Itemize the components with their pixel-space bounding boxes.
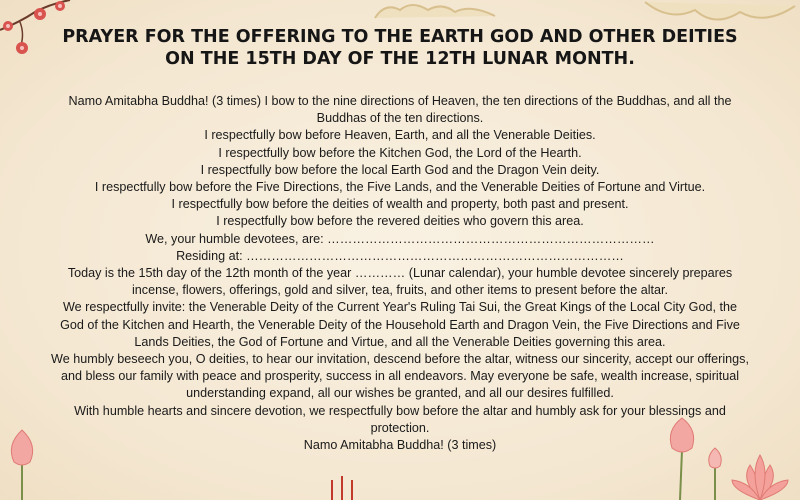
prayer-line: I respectfully bow before the revered deities who govern this area. [216, 214, 584, 229]
incense-sticks-icon [322, 476, 362, 500]
prayer-line: I respectfully bow before Heaven, Earth, and all the Venerable Deities. [204, 128, 596, 143]
cloud-ornament-icon [370, 0, 500, 20]
devotee-name-line: We, your humble devotees, are: …………………………………………………………………… [145, 231, 655, 246]
prayer-line: Namo Amitabha Buddha! (3 times) [303, 438, 497, 453]
prayer-line: Namo Amitabha Buddha! (3 times) I bow to the nine directions of Heaven, the ten directions of the Buddhas, and all the Buddhas of the ten directions. [68, 94, 732, 126]
prayer-line: I respectfully bow before the Kitchen God, the Lord of the Hearth. [218, 145, 582, 160]
prayer-line: Today is the 15th day of the 12th month of the year ………… (Lunar calendar), your humble devotee sincerely prepares incense, flowers, offerings, gold and silver, tea, fruits, and other items to present before the altar. [67, 266, 733, 298]
lotus-bud-icon [0, 420, 45, 500]
prayer-line: With humble hearts and sincere devotion, we respectfully bow before the altar and humbly ask for your blessings and protection. [74, 403, 726, 435]
prayer-line: I respectfully bow before the deities of wealth and property, both past and present. [171, 197, 629, 212]
prayer-line: We respectfully invite: the Venerable Deity of the Current Year's Ruling Tai Sui, the Great Kings of the Local City God, the God of the Kitchen and Hearth, the Venerable Deity of the Household Earth and Dragon Vein, the Five Directions and Five Lands Deities, the God of Fortune and Virtue, and all the Venerable Deities governing this area. [60, 300, 740, 349]
residence-line: Residing at: ……………………………………………………………………………… [176, 248, 624, 263]
prayer-line: I respectfully bow before the local Earth God and the Dragon Vein deity. [200, 162, 600, 177]
prayer-line: I respectfully bow before the Five Directions, the Five Lands, and the Venerable Deities of Fortune and Virtue. [94, 180, 706, 195]
prayer-body [50, 93, 750, 454]
page-title: PRAYER FOR THE OFFERING TO THE EARTH GOD AND OTHER DEITIES ON THE 15TH DAY OF THE 12TH LUNAR MONTH. [62, 27, 738, 69]
prayer-line: We humbly beseech you, O deities, to hear our invitation, descend before the altar, witness our sincerity, accept our offerings, and bless our family with peace and prosperity, success in all endeavors. May everyone be safe, wealth increase, spiritual understanding expand, all our wishes be granted, and all our desires fulfilled. [51, 352, 749, 401]
